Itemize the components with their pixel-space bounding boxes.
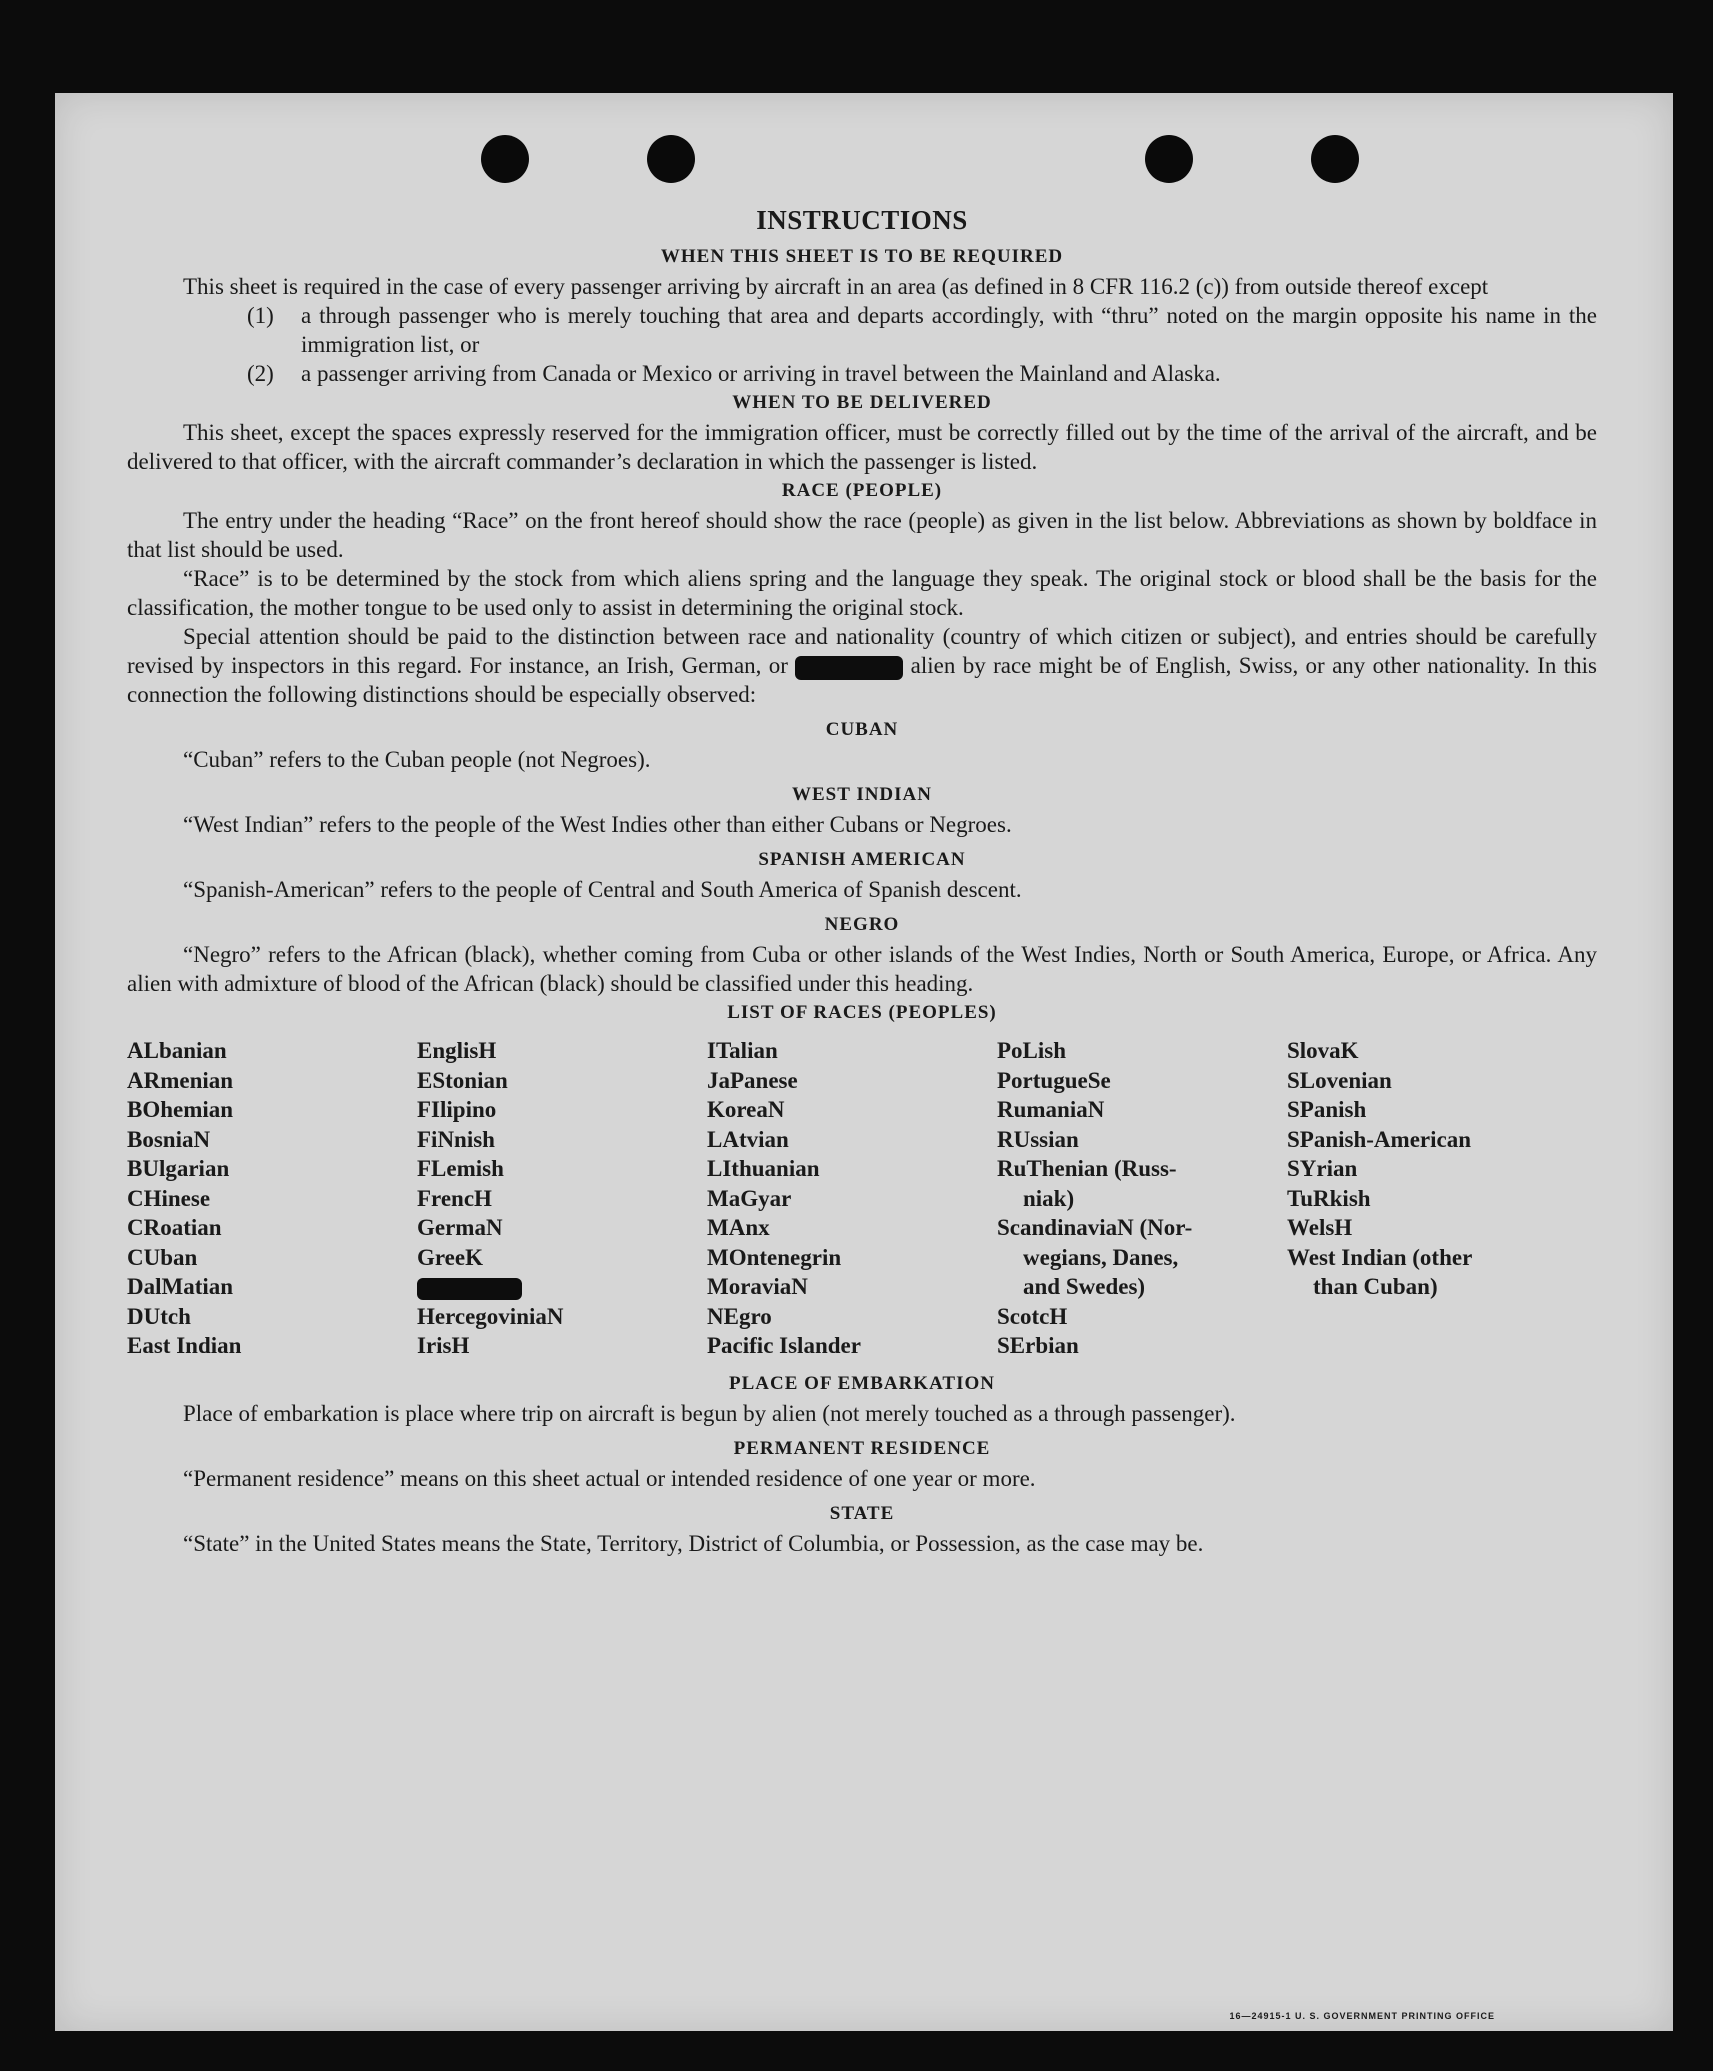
race-column-5 — [1287, 1036, 1577, 1361]
race-item: SPanish — [1287, 1097, 1367, 1122]
race-item: KoreaN — [707, 1097, 785, 1122]
race-item: TuRkish — [1287, 1185, 1371, 1211]
race-item: CUban — [127, 1244, 198, 1270]
section-heading-race: RACE (PEOPLE) — [781, 480, 943, 501]
race-item-continued: niak) — [1023, 1185, 1075, 1211]
negro-paragraph: “Negro” refers to the African (black), whether coming from Cuba or other islands of the West Indies, North or South America, Europe, or Africa. Any alien with admixture of blood of the African (black) should be classified under this heading. — [127, 942, 1597, 996]
race-item: ScandinaviaN (Nor- — [997, 1215, 1193, 1240]
race-item: SlovaK — [1287, 1038, 1359, 1063]
printing-office-footer: 16—24915-1 U. S. GOVERNMENT PRINTING OFFICE — [1229, 2011, 1495, 2021]
race-item: ScotcH — [997, 1303, 1068, 1329]
race-item: MoraviaN — [707, 1274, 808, 1299]
race-item: MAnx — [707, 1215, 770, 1240]
race-item: EnglisH — [417, 1038, 497, 1063]
punch-hole — [1145, 135, 1193, 183]
race-item: LIthuanian — [707, 1156, 820, 1181]
race-item: RUssian — [997, 1126, 1079, 1152]
race-item: East Indian — [127, 1333, 242, 1358]
race-column-3 — [707, 1036, 997, 1361]
race-paragraph-2: “Race” is to be determined by the stock from which aliens spring and the language they speak. The original stock or blood shall be the basis for the classification, the mother tongue to be used only to assist in determining the original stock. — [127, 566, 1597, 620]
section-heading-state: STATE — [829, 1502, 895, 1524]
cuban-paragraph: “Cuban” refers to the Cuban people (not Negroes). — [183, 747, 651, 772]
race-item: MaGyar — [707, 1185, 792, 1211]
race-paragraph-3: Special attention should be paid to the distinction between race and nationality (country of which citizen or subject), and entries should be carefully revised by inspectors in this regard. For instance, an Irish, German, or alien by race might be of English, Swiss, or any other nationality. In this connection the following distinctions should be especially observed: — [127, 624, 1598, 707]
section-heading-spanish-american: SPANISH AMERICAN — [758, 849, 966, 870]
race-item: BOhemian — [127, 1097, 234, 1122]
race-item: PortugueSe — [997, 1067, 1111, 1093]
race-item: ALbanian — [127, 1038, 227, 1063]
punch-hole — [647, 135, 695, 183]
document-title: INSTRUCTIONS — [756, 205, 968, 235]
document-body — [127, 205, 1597, 1558]
race-item: PoLish — [997, 1038, 1067, 1063]
race-item: CRoatian — [127, 1215, 222, 1240]
race-item: GermaN — [417, 1215, 503, 1240]
race-item: BosniaN — [127, 1126, 211, 1152]
redaction-mark — [417, 1278, 522, 1300]
exception-item-2: (2) a passenger arriving from Canada or Mexico or arriving in travel between the Mainland and Alaska. — [247, 361, 1221, 386]
race-column-1 — [127, 1036, 417, 1361]
section-heading-delivered: WHEN TO BE DELIVERED — [732, 392, 992, 413]
race-item: DUtch — [127, 1303, 191, 1329]
punch-hole — [481, 135, 529, 183]
race-item: JaPanese — [707, 1067, 798, 1093]
race-item: Pacific Islander — [707, 1333, 861, 1358]
section-heading-embarkation: PLACE OF EMBARKATION — [729, 1372, 995, 1394]
race-item: ARmenian — [127, 1067, 234, 1093]
document-sheet — [55, 93, 1673, 2031]
race-list — [127, 1036, 1597, 1361]
race-item: BUlgarian — [127, 1156, 230, 1181]
section-heading-cuban: CUBAN — [825, 719, 899, 740]
race-item: West Indian (other — [1287, 1244, 1473, 1270]
race-item-continued: wegians, Danes, — [1023, 1244, 1179, 1270]
race-paragraph-1: The entry under the heading “Race” on the front hereof should show the race (people) as given in the list below. Abbreviations as shown by boldface in that list should be used. — [127, 508, 1597, 562]
section-heading-west-indian: WEST INDIAN — [792, 784, 932, 805]
race-item: GreeK — [417, 1244, 483, 1270]
race-item: RuThenian (Russ- — [997, 1156, 1177, 1181]
race-item: SYrian — [1287, 1156, 1358, 1181]
race-item-continued: and Swedes) — [1023, 1274, 1146, 1299]
race-item: MOntenegrin — [707, 1244, 842, 1270]
race-item: WelsH — [1287, 1215, 1353, 1240]
race-item: SLovenian — [1287, 1067, 1392, 1093]
race-item: ITalian — [707, 1038, 778, 1063]
section-heading-residence: PERMANENT RESIDENCE — [733, 1437, 991, 1459]
race-column-2 — [417, 1036, 707, 1361]
section-heading-races: LIST OF RACES (PEOPLES) — [727, 1002, 997, 1023]
race-item: HercegoviniaN — [417, 1303, 564, 1329]
race-item: SPanish-American — [1287, 1126, 1471, 1152]
race-item: LAtvian — [707, 1126, 789, 1152]
west-indian-paragraph: “West Indian” refers to the people of the West Indies other than either Cubans or Negroes. — [183, 812, 1012, 837]
required-paragraph: This sheet is required in the case of every passenger arriving by aircraft in an area (as defined in 8 CFR 116.2 (c)) from outside thereof except — [183, 274, 1489, 299]
race-item: FLemish — [417, 1156, 504, 1181]
delivered-paragraph: This sheet, except the spaces expressly reserved for the immigration officer, must be correctly filled out by the time of the arrival of the aircraft, and be delivered to that officer, with the aircraft commander’s declaration in which the passenger is listed. — [127, 420, 1597, 474]
race-item: FrencH — [417, 1185, 492, 1211]
race-item-continued: than Cuban) — [1313, 1274, 1438, 1299]
race-item: IrisH — [417, 1333, 470, 1358]
punch-hole — [1311, 135, 1359, 183]
residence-paragraph: “Permanent residence” means on this sheet actual or intended residence of one year or more. — [183, 1465, 1036, 1491]
race-item-redacted — [417, 1272, 707, 1302]
state-paragraph: “State” in the United States means the State, Territory, District of Columbia, or Possession, as the case may be. — [183, 1530, 1204, 1556]
race-item: FiNnish — [417, 1126, 495, 1152]
section-heading-negro: NEGRO — [824, 914, 900, 935]
race-item: NEgro — [707, 1303, 772, 1329]
race-item: SErbian — [997, 1333, 1079, 1358]
section-heading-required: WHEN THIS SHEET IS TO BE REQUIRED — [660, 246, 1064, 267]
race-item: CHinese — [127, 1185, 211, 1211]
exception-item-1: (1) a through passenger who is merely touching that area and departs accordingly, with “thru” noted on the margin opposite his name in the immigration list, or — [247, 303, 1597, 357]
embarkation-paragraph: Place of embarkation is place where trip on aircraft is begun by alien (not merely touched as a through passenger). — [183, 1400, 1236, 1426]
race-item: FIlipino — [417, 1097, 497, 1122]
spanish-american-paragraph: “Spanish-American” refers to the people of Central and South America of Spanish descent. — [183, 877, 1022, 902]
race-item: RumaniaN — [997, 1097, 1105, 1122]
race-column-4 — [997, 1036, 1287, 1361]
race-item: EStonian — [417, 1067, 508, 1093]
redaction-mark — [795, 656, 903, 680]
race-item: DalMatian — [127, 1274, 234, 1299]
